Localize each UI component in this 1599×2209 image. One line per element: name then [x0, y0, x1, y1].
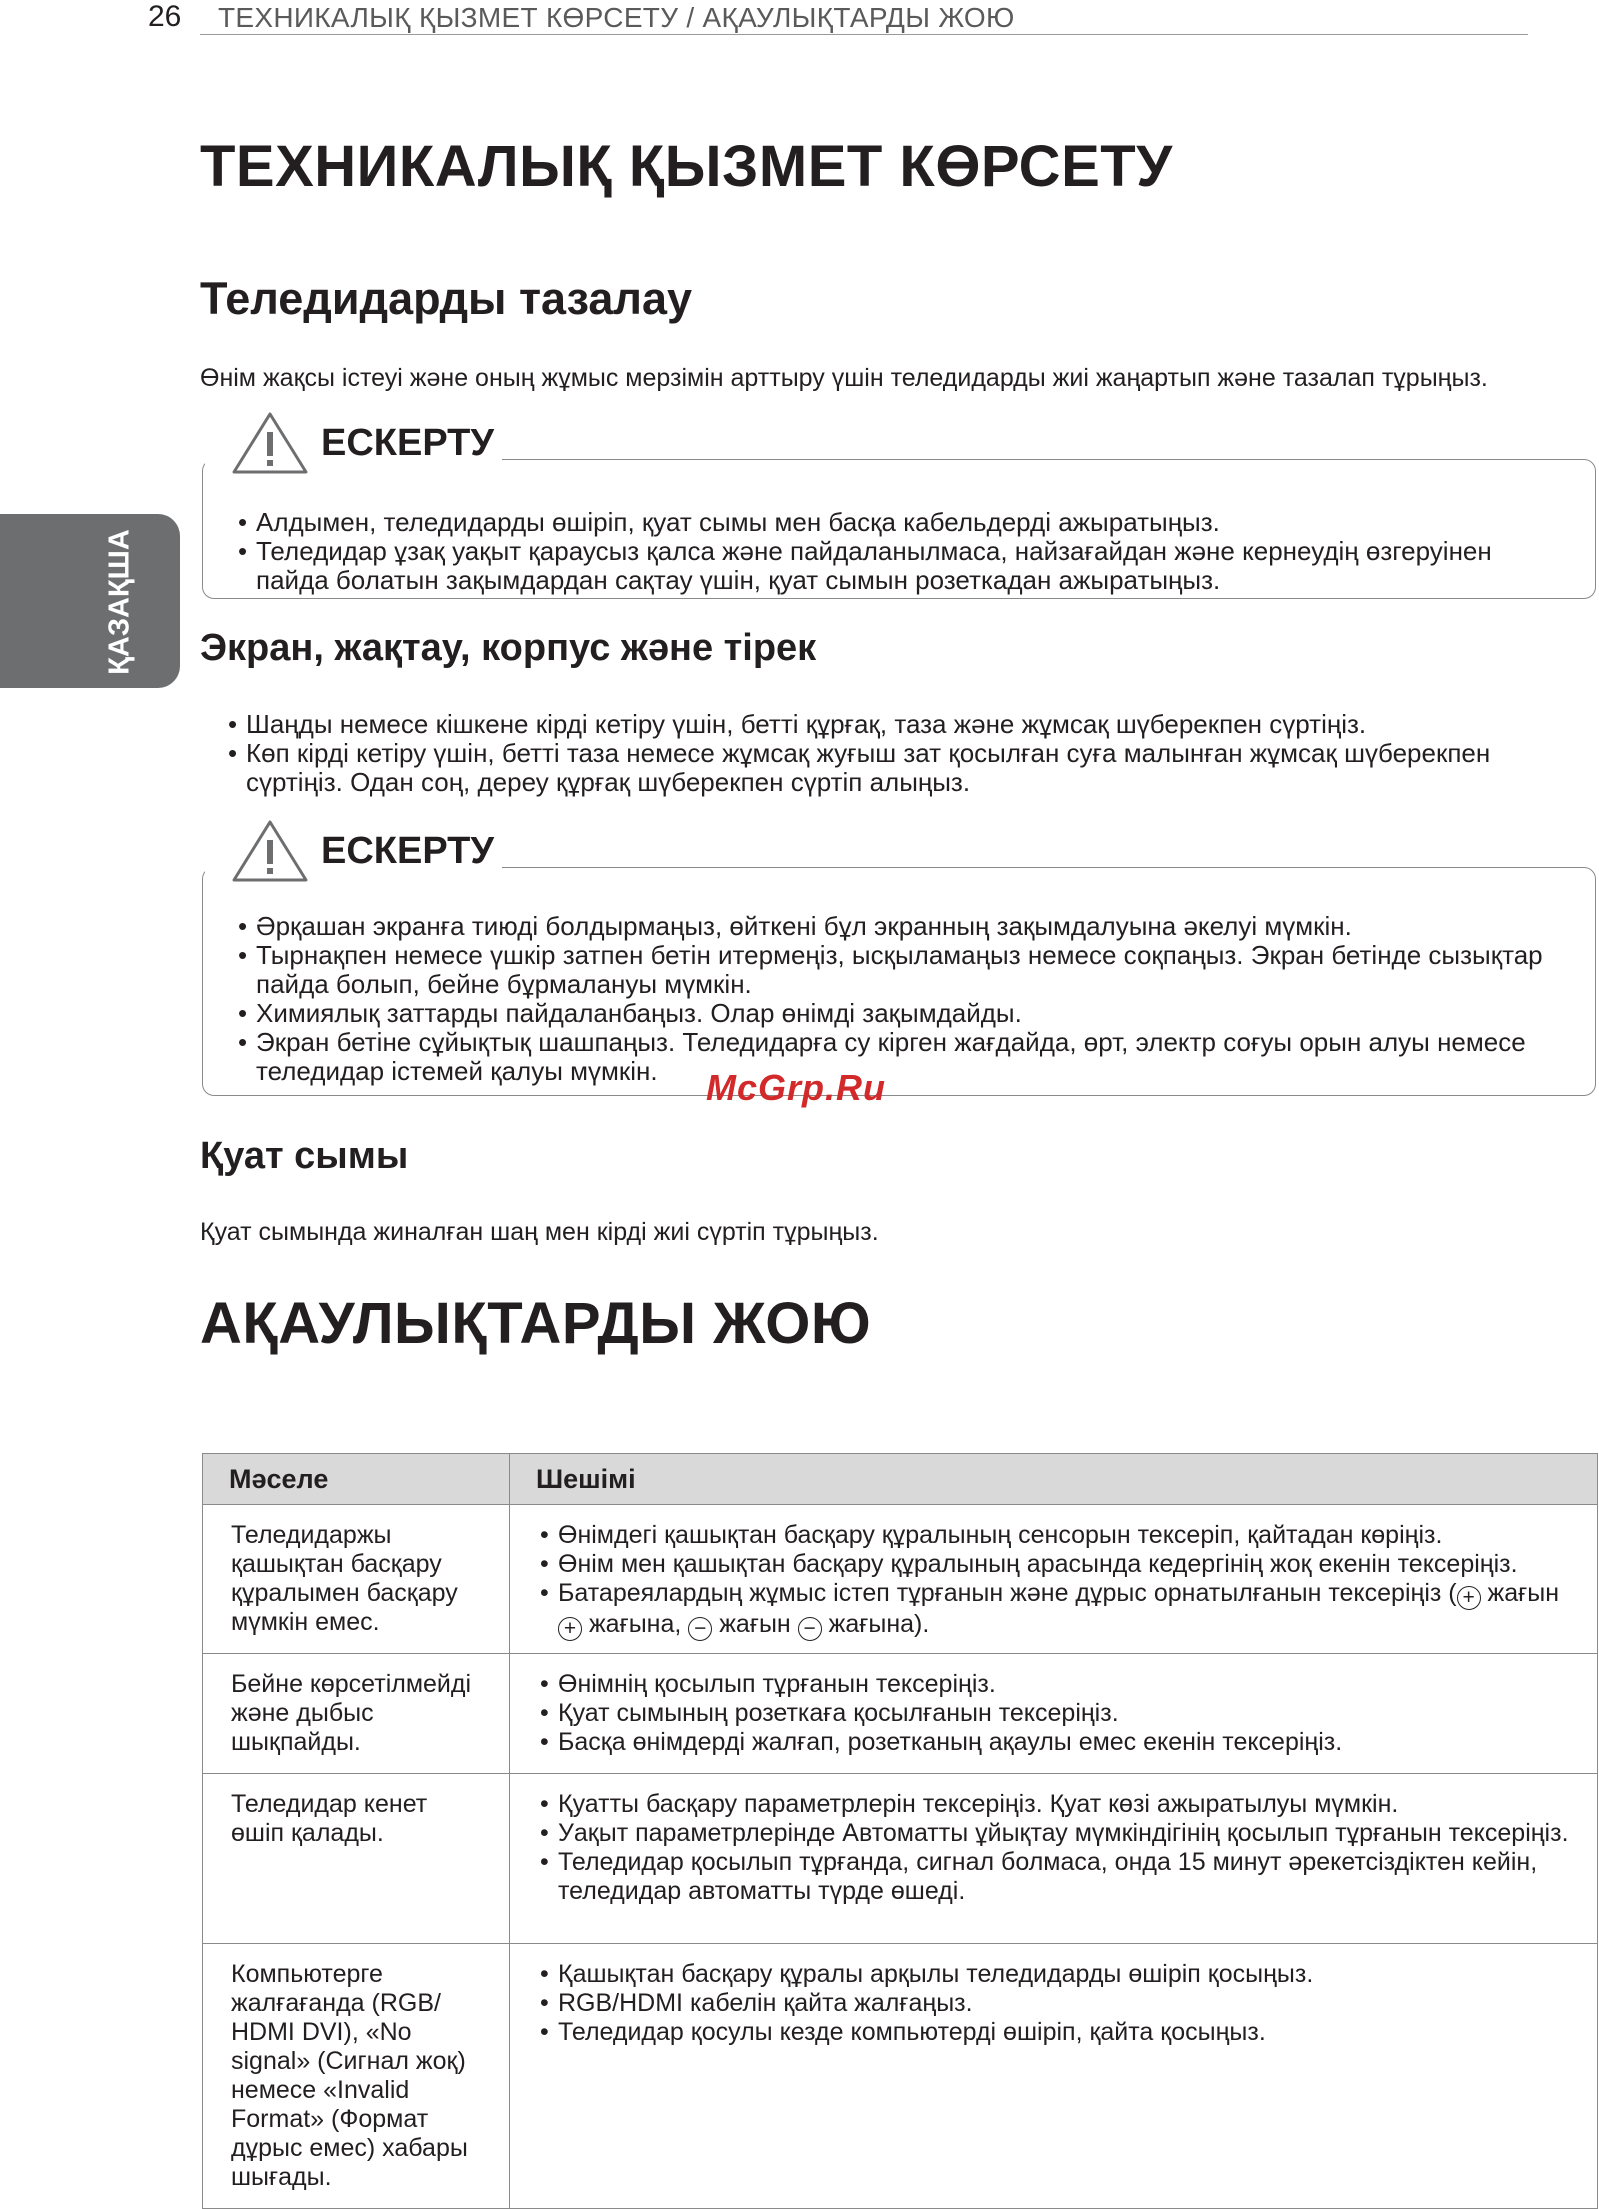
page-number: 26 [148, 0, 182, 33]
list-item: • Теледидар ұзақ уақыт қараусыз қалса және пайдаланылмаса, найзағайдан және кернеудің өзгеруінен пайда болатын зақымдардан сақтау үшін, қуат сымын розеткадан ажыратыңыз. [238, 537, 1538, 595]
solution-item: • Өнімдегі қашықтан басқару құралының сенсорын тексеріп, қайтадан көріңіз. [540, 1521, 1571, 1550]
caution-list-1 [238, 508, 1538, 595]
list-item: • Тырнақпен немесе үшкір затпен бетін итермеңіз, ысқыламаңыз немесе соқпаңыз. Экран бетінде сызықтар пайда болып, бейне бұрмалануы мүмкін. [238, 941, 1558, 999]
table-row [203, 1774, 1598, 1944]
solution-item: • Қуат сымының розеткаға қосылғанын тексеріңіз. [540, 1699, 1571, 1728]
minus-terminal-icon: − [688, 1617, 712, 1641]
troubleshooting-table [202, 1453, 1598, 2209]
list-item: • Әрқашан экранға тиюді болдырмаңыз, өйткені бұл экранның зақымдалуына әкелуі мүмкін. [238, 912, 1558, 941]
plus-terminal-icon: + [1457, 1586, 1481, 1610]
list-item: • Көп кірді кетіру үшін, бетті таза немесе жұмсақ жуғыш зат қосылған суға малынған жұмсақ шүберекпен сүртіңіз. Одан соң, дереу құрғақ шүберекпен сүртіп алыңыз. [228, 739, 1528, 797]
list-item: • Алдымен, теледидарды өшіріп, қуат сымы мен басқа кабельдерді ажыратыңыз. [238, 508, 1538, 537]
warning-triangle-icon [231, 818, 309, 884]
section-title-cleaning: Теледидарды тазалау [200, 273, 693, 324]
table-row [203, 1944, 1598, 2209]
caution-list-2 [238, 912, 1558, 1086]
battery-text-3: жағына, [582, 1610, 689, 1638]
watermark: McGrp.Ru [706, 1067, 887, 1108]
caution-header-2 [205, 818, 502, 884]
caution-header-1 [205, 410, 502, 476]
battery-text-1: Батареялардың жұмыс істеп тұрғанын және дұрыс орнатылғанын тексеріңіз ( [558, 1579, 1457, 1607]
solution-item: • Өнімнің қосылып тұрғанын тексеріңіз. [540, 1670, 1571, 1699]
section-title-screen: Экран, жақтау, корпус және тірек [200, 627, 817, 669]
solution-item: • Теледидар қосылып тұрғанда, сигнал болмаса, онда 15 минут әрекетсіздіктен кейін, теледидар автоматты түрде өшеді. [540, 1848, 1571, 1906]
problem-cell: Теледидаржы қашықтан басқару құралымен басқару мүмкін емес. [203, 1505, 510, 1654]
troubleshooting-title: АҚАУЛЫҚТАРДЫ ЖОЮ [200, 1291, 872, 1356]
solution-cell [510, 1654, 1598, 1774]
solution-item: • Қашықтан басқару құралы арқылы теледидарды өшіріп қосыңыз. [540, 1960, 1571, 1989]
problem-cell: Компьютерге жалғағанда (RGB/ HDMI DVI), «No signal» (Сигнал жоқ) немесе «Invalid Format» (Формат дұрыс емес) хабары шығады. [203, 1944, 510, 2209]
list-item: • Экран бетіне сұйықтық шашпаңыз. Теледидарға су кірген жағдайда, өрт, электр соғуы орын алуы немесе теледидар істемей қалуы мүмкін. [238, 1028, 1558, 1086]
minus-terminal-icon: − [798, 1617, 822, 1641]
language-side-tab [0, 514, 180, 688]
table-header-row [203, 1454, 1598, 1505]
list-item: • Химиялық заттарды пайдаланбаңыз. Олар өнімді зақымдайды. [238, 999, 1558, 1028]
plus-terminal-icon: + [558, 1617, 582, 1641]
battery-text-2: жағын [1480, 1579, 1560, 1607]
solution-item: • Қуатты басқару параметрлерін тексеріңіз. Қуат көзі ажыратылуы мүмкін. [540, 1790, 1571, 1819]
solution-item: • RGB/HDMI кабелін қайта жалғаңыз. [540, 1989, 1571, 2018]
running-title: ТЕХНИКАЛЫҚ ҚЫЗМЕТ КӨРСЕТУ / АҚАУЛЫҚТАРДЫ ЖОЮ [218, 2, 1015, 33]
solution-item: • Басқа өнімдерді жалғап, розетканың ақаулы емес екенін тексеріңіз. [540, 1728, 1571, 1757]
solution-cell [510, 1944, 1598, 2209]
solution-cell [510, 1774, 1598, 1944]
problem-cell: Бейне көрсетілмейді және дыбыс шықпайды. [203, 1654, 510, 1774]
battery-text-5: жағына). [821, 1610, 930, 1638]
header-rule [200, 34, 1528, 35]
caution-label-1: ЕСКЕРТУ [321, 421, 495, 464]
solution-item: • Теледидар қосулы кезде компьютерді өшіріп, қайта қосыңыз. [540, 2018, 1571, 2047]
problem-cell: Теледидар кенет өшіп қалады. [203, 1774, 510, 1944]
table-row [203, 1654, 1598, 1774]
cleaning-intro: Өнім жақсы істеуі және оның жұмыс мерзімін арттыру үшін теледидарды жиі жаңартып және тазалап тұрыңыз. [200, 364, 1488, 392]
list-item: • Шаңды немесе кішкене кірді кетіру үшін, бетті құрғақ, таза және жұмсақ шүберекпен сүртіңіз. [228, 710, 1528, 739]
solution-item: • Өнім мен қашықтан басқару құралының арасында кедергінің жоқ екенін тексеріңіз. [540, 1550, 1571, 1579]
table-row [203, 1505, 1598, 1654]
column-header-solution: Шешімі [510, 1454, 1598, 1505]
language-side-tab-label: ҚАЗАҚША [103, 529, 136, 675]
section-title-power-cord: Қуат сымы [200, 1135, 409, 1177]
warning-triangle-icon [231, 410, 309, 476]
screen-care-list [228, 710, 1528, 797]
column-header-problem: Мәселе [203, 1454, 510, 1505]
solution-cell [510, 1505, 1598, 1654]
battery-text-4: жағын [712, 1610, 798, 1638]
caution-label-2: ЕСКЕРТУ [321, 829, 495, 872]
power-cord-text: Қуат сымында жиналған шаң мен кірді жиі сүртіп тұрыңыз. [200, 1218, 879, 1246]
page-title: ТЕХНИКАЛЫҚ ҚЫЗМЕТ КӨРСЕТУ [200, 134, 1173, 199]
solution-item-battery [540, 1579, 1571, 1641]
solution-item: • Уақыт параметрлерінде Автоматты ұйықтау мүмкіндігінің қосылып тұрғанын тексеріңіз. [540, 1819, 1571, 1848]
